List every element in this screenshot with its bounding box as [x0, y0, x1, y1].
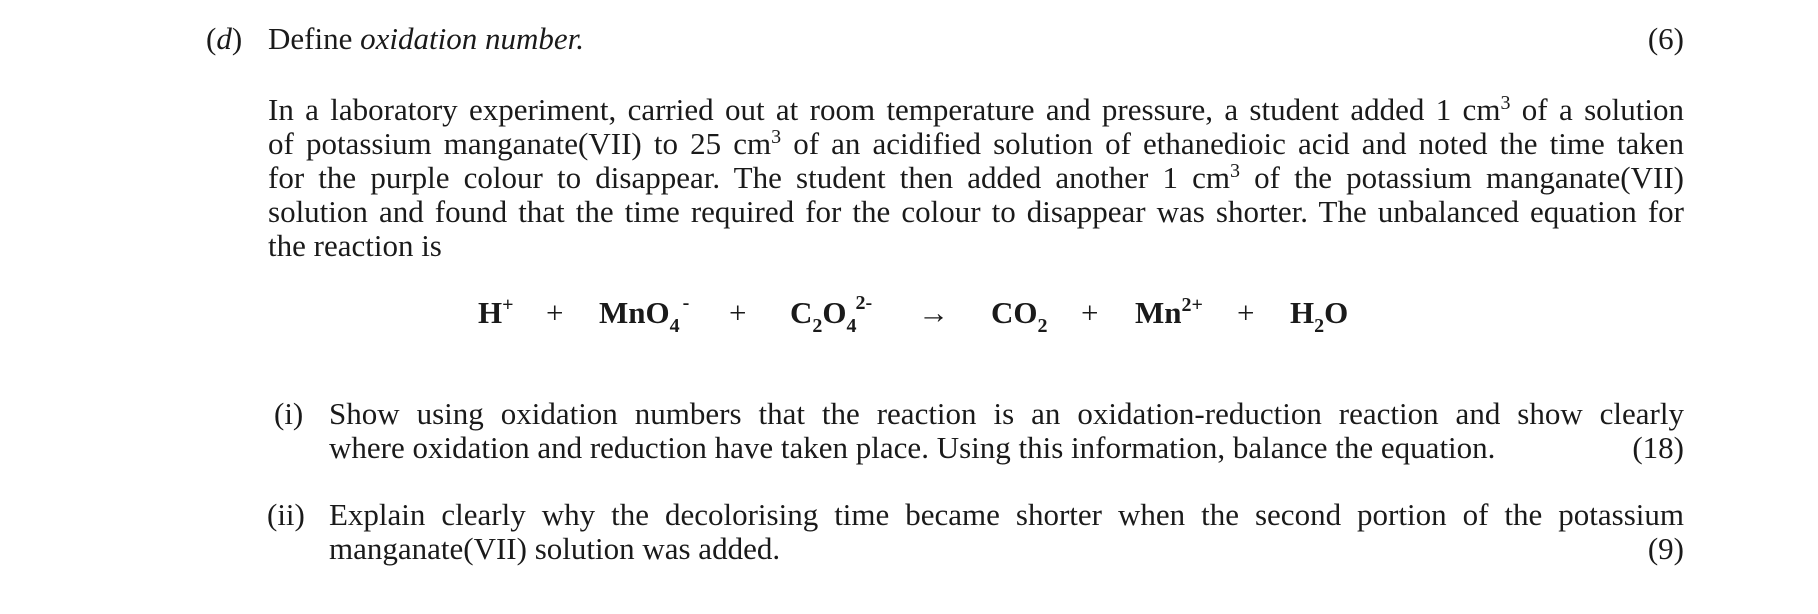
sub-ii-line-1: Explain clearly why the decolorising time became shorter when the second portion of the potassium [329, 497, 1684, 532]
cubed-superscript: 3 [1230, 160, 1241, 182]
part-d-label-open: ( [206, 21, 217, 56]
eq-water: $H_2O$ [1290, 295, 1349, 337]
sub-i-line-2: where oxidation and reduction have taken place. Using this information, balance the equation. [329, 430, 1496, 465]
eq-carbon-dioxide: $CO_2$ [991, 295, 1048, 337]
eq-manganese-ion: $Mn^{2+}$ [1135, 294, 1203, 330]
eq-hydrogen-ion: H+ [478, 294, 514, 330]
experiment-paragraph [268, 93, 1684, 263]
paragraph-line-2 [268, 127, 1684, 161]
part-d-marks: (6) [1647, 21, 1684, 56]
paragraph-line-5: the reaction is [268, 228, 442, 263]
paragraph-line-3 [268, 161, 1684, 195]
paragraph-line-3-text: for the purple colour to disappear. The student then added another 1 cm [268, 160, 1231, 195]
eq-plus: + [1237, 295, 1255, 330]
sub-i-label: (i) [274, 396, 304, 431]
eq-ethanedioate-ion: $C_2O_4$ 2- [790, 292, 873, 337]
part-d-letter: d [216, 21, 232, 56]
sub-ii-label: (ii) [267, 497, 305, 532]
paragraph-line-2-tail: of an acidified solution of ethanedioic acid and noted the time taken [781, 126, 1684, 161]
sub-i-line-1: Show using oxidation numbers that the reaction is an oxidation-reduction reaction and show clearly [329, 396, 1684, 431]
eq-permanganate-ion: MnO$_4$ - [599, 292, 690, 337]
sub-i-marks: (18) [1632, 430, 1684, 465]
paragraph-line-4: solution and found that the time required for the colour to disappear was shorter. The unbalanced equation for [268, 194, 1684, 229]
paragraph-line-1-tail: of a solution [1510, 92, 1684, 127]
eq-plus: + [729, 295, 747, 330]
cubed-superscript: 3 [1500, 92, 1511, 114]
define-term: oxidation number. [360, 21, 584, 56]
unbalanced-equation [0, 292, 1818, 340]
cubed-superscript: 3 [771, 126, 782, 148]
part-d-question [268, 22, 584, 56]
paragraph-line-1-text: In a laboratory experiment, carried out at room temperature and pressure, a student added 1 cm [268, 92, 1501, 127]
eq-plus: + [1081, 295, 1099, 330]
paragraph-line-1 [268, 93, 1684, 127]
define-word: Define [268, 21, 361, 56]
eq-plus: + [546, 295, 564, 330]
eq-arrow: → [918, 295, 949, 330]
paragraph-line-3-tail: of the potassium manganate(VII) [1240, 160, 1684, 195]
sub-ii-marks: (9) [1647, 531, 1684, 566]
part-d-label [206, 22, 242, 56]
sub-ii-line-2: manganate(VII) solution was added. [329, 531, 781, 566]
paragraph-line-2-text: of potassium manganate(VII) to 25 cm [268, 126, 772, 161]
part-d-label-close: ) [231, 21, 243, 56]
